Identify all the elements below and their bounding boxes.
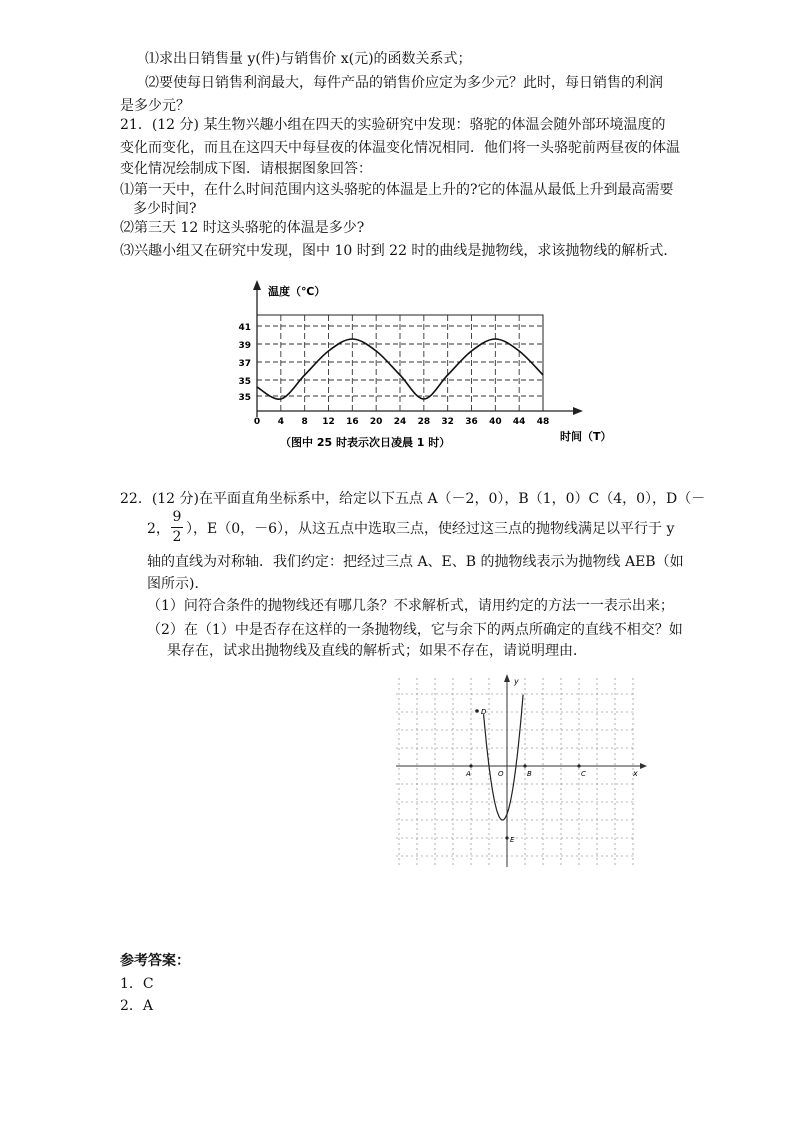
q21-part2: ⑵第三天 12 时这头骆驼的体温是多少?: [120, 220, 365, 236]
chart-caption: （图中 25 时表示次日凌晨 1 时）: [280, 436, 451, 449]
chart-x-tick-label: 44: [512, 417, 526, 427]
chart-ylabel: 温度（℃）: [268, 285, 326, 298]
chart-x-tick-label: 28: [417, 417, 431, 427]
q21-part3: ⑶兴趣小组又在研究中发现，图中 10 时到 22 时的曲线是抛物线，求该抛物线的解析式．: [120, 243, 678, 259]
chart-y-tick-label: 37: [238, 359, 251, 369]
fraction-numerator: 9: [172, 509, 182, 525]
chart-y-tick-label: 41: [238, 323, 251, 333]
chart-x-tick-label: 0: [253, 417, 261, 427]
label-x: x: [633, 769, 638, 778]
point-E: [505, 836, 508, 839]
chart-y-tick-label: 39: [238, 341, 251, 351]
fraction-denominator: 2: [172, 529, 182, 545]
answer-1: 1．C: [120, 976, 154, 992]
point-B: [523, 764, 526, 767]
q20-sub2-line2: 是多少元？: [120, 98, 190, 114]
chart-y-arrow: [253, 280, 261, 290]
parabola-AEB: [484, 695, 523, 820]
q22-stem-line3: 轴的直线为对称轴．我们约定：把经过三点 A、E、B 的抛物线表示为抛物线 AEB（如: [147, 554, 684, 570]
fraction-bar: [171, 527, 183, 528]
q21-stem-line3: 变化情况绘制成下图．请根据图象回答：: [120, 161, 372, 177]
q22-part2-line2: 果存在，试求出抛物线及直线的解析式；如果不存在，请说明理由．: [167, 643, 587, 659]
label-E: E: [510, 836, 515, 844]
answer-2: 2．A: [120, 998, 154, 1014]
chart-x-tick-label: 36: [465, 417, 478, 427]
chart-y-tick-label: 35: [238, 393, 251, 403]
label-B: B: [527, 770, 532, 778]
chart-x-tick-label: 16: [346, 417, 359, 427]
chart-x-tick-label: 8: [301, 417, 308, 427]
q22-part1: （1）问符合条件的抛物线还有哪几条？不求解析式，请用约定的方法一一表示出来；: [147, 598, 674, 614]
point-C: [577, 764, 580, 767]
label-D: D: [481, 708, 487, 716]
q21-stem-line2: 变化而变化，而且在这四天中每昼夜的体温变化情况相同．他们将一头骆驼前两昼夜的体温: [120, 140, 680, 156]
answers-heading: 参考答案：: [120, 953, 190, 969]
q21-stem-line1: 21．(12 分) 某生物兴趣小组在四天的实验研究中发现：骆驼的体温会随外部环境温度的: [120, 117, 666, 133]
q22-stem-line4: 图所示)．: [147, 576, 209, 592]
q21-part1-line1: ⑴第一天中，在什么时间范围内这头骆驼的体温是上升的?它的体温从最低上升到最高需要: [120, 182, 674, 198]
y-axis-arrow: [504, 674, 510, 682]
q22-stem-line2-start: 2，: [147, 521, 170, 537]
chart-x-tick-label: 12: [322, 417, 335, 427]
label-C: C: [581, 770, 586, 778]
label-A: A: [466, 770, 471, 778]
q20-sub2-line1: ⑵要使每日销售利润最大，每件产品的销售价应定为多少元？此时，每日销售的利润: [145, 75, 663, 91]
chart-x-tick-label: 48: [536, 417, 550, 427]
chart-xlabel: 时间（T）: [560, 430, 612, 443]
chart-x-tick-label: 40: [489, 417, 502, 427]
camel-temperature-chart: [230, 278, 630, 458]
chart-x-arrow: [573, 407, 583, 415]
label-y: y: [514, 677, 519, 686]
chart-x-tick-label: 32: [441, 417, 454, 427]
point-D: [475, 709, 479, 713]
q22-part2-line1: （2）在（1）中是否存在这样的一条抛物线，它与余下的两点所确定的直线不相交？如: [147, 622, 683, 638]
q22-stem-line2-end: ），E（0，－6），从这五点中选取三点，使经过这三点的抛物线满足以平行于 y: [186, 521, 675, 537]
chart-y-tick-label: 35: [238, 377, 251, 387]
chart-x-tick-label: 20: [369, 417, 383, 427]
coordinate-graph: [390, 672, 650, 872]
q21-part1-line2: 多少时间?: [133, 201, 197, 217]
point-A: [469, 764, 472, 767]
x-axis-arrow: [640, 763, 647, 769]
q22-stem-line1: 22．(12 分)在平面直角坐标系中，给定以下五点 A（－2，0），B（1，0）C（4，0），D（－: [120, 491, 706, 507]
q20-sub1: ⑴求出日销售量 y(件)与销售价 x(元)的函数关系式；: [145, 51, 472, 67]
chart-x-tick-label: 4: [277, 417, 284, 427]
label-O: O: [498, 770, 504, 778]
chart-x-tick-label: 24: [393, 417, 407, 427]
